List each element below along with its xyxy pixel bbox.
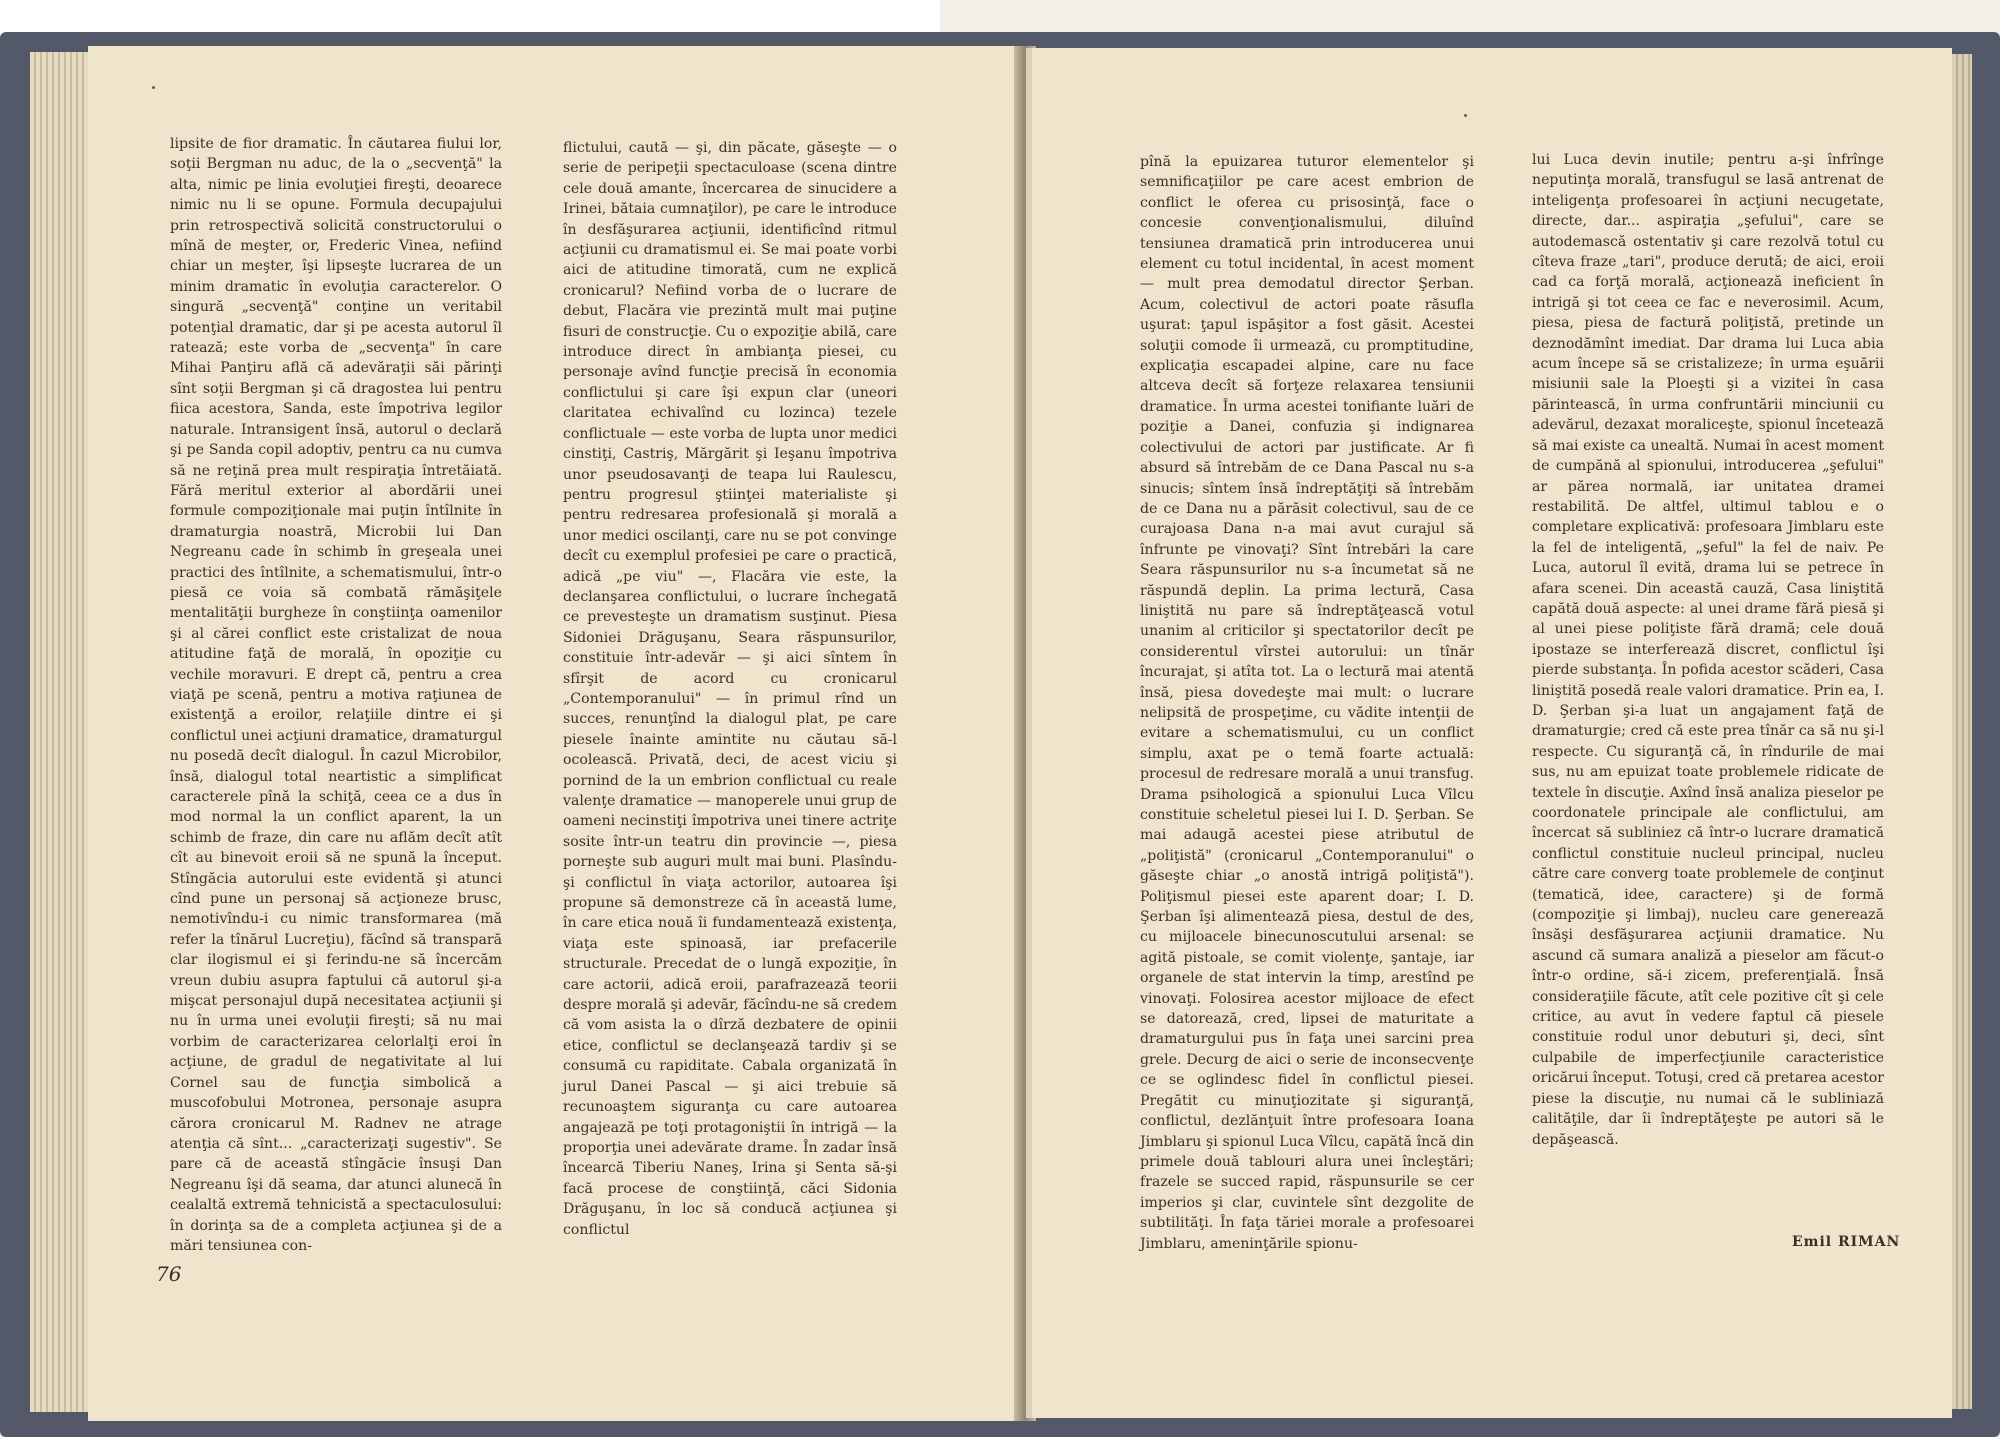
- left-page: [88, 46, 1033, 1421]
- paper-speck: [152, 86, 155, 89]
- left-page-edges: [30, 52, 88, 1412]
- right-page: [1026, 48, 1952, 1418]
- right-page-column-2: lui Luca devin inutile; pentru a-şi înfrînge neputinţa morală, transfugul se lasă antrenat de inteligenţa profesoarei în acţiuni necugetate, directe, dar... aspiraţia „şefului", care se autodemască ostentativ şi care rezolvă totul cu cîteva fraze „tari", produce derută; de aici, eroii cad ca forţă morală, acţionează ineficient în intrigă şi tot ceea ce fac e neverosimil. Acum, piesa, piesa de factură poliţistă, pretinde un deznodămînt imediat. Dar drama lui Luca abia acum începe să se cristalizeze; în urma eşuării misiunii sale la Ploeşti şi a vizitei în casa părintească, în urma confruntării minciunii cu adevărul, dezaxat moraliceşte, spionul încetează să mai existe ca unealtă. Numai în acest moment de cumpănă al spionului, introducerea „şefului" ar părea normală, iar unitatea dramei restabilită. De altfel, ultimul tablou e o completare explicativă: profesoara Jimblaru este la fel de inteligentă, „şeful" la fel de naiv. Pe Luca, autorul îl evită, drama lui se petrece în afara scenei. Din această cauză, Casa liniştită capătă două aspecte: al unei drame fără piesă şi al unei piese poliţiste fără dramă; cele două ipostaze se interferează discret, conflictul îşi pierde substanţa. În pofida acestor scăderi, Casa liniştită posedă reale valori dramatice. Prin ea, I. D. Şerban şi-a luat un angajament faţă de dramaturgie; cred că este prea tînăr ca să nu şi-l respecte. Cu siguranţă că, în rîndurile de mai sus, nu am epuizat toate problemele ridicate de textele în discuţie. Axînd însă analiza pieselor pe coordonatele principale ale conflictului, am încercat să subliniez că într-o lucrare dramatică conflictul constituie nucleul principal, nucleu către care converg toate problemele de conţinut (tematică, idee, caractere) şi de formă (compoziţie şi limbaj), nucleu care generează însăşi desfăşurarea acţiunii dramatice. Nu ascund că sumara analiză a pieselor am făcut-o într-o ordine, să-i zicem, preferenţială. Însă consideraţiile făcute, atît cele pozitive cît şi cele critice, au avut în vedere faptul că piesele constituie rodul unor debuturi şi, deci, sînt culpabile de imperfecţiunile caracteristice oricărui început. Totuşi, cred că pretarea acestor piese la discuţie, nu numai că le subliniază calităţile, dar îi îndreptăţeşte pe autori să le depăşească.: [1532, 152, 1884, 1148]
- author-byline: Emil RIMAN: [1792, 1234, 1901, 1250]
- right-page-column-1: pînă la epuizarea tuturor elementelor şi semnificaţiilor pe care acest embrion de conflict le oferea cu prisosinţă, face o concesie convenţionalismului, diluînd tensiunea dramatică prin introducerea unui element cu totul incidental, în acest moment — mult prea demodatul director Şerban. Acum, colectivul de actori poate răsufla uşurat: ţapul ispăşitor a fost găsit. Acestei soluţii comode îi urmează, cu promptitudine, explicaţia escapadei alpine, care nu face altceva decît să forţeze relaxarea tensiunii dramatice. În urma acestei tonifiante luări de poziţie a Danei, confuzia şi indignarea colectivului de actori par justificate. Ar fi absurd să întrebăm de ce Dana Pascal nu s-a sinucis; sîntem însă îndreptăţiţi să întrebăm de ce Dana nu a părăsit colectivul, sau de ce curajoasa Dana n-a mai avut curajul să înfrunte pe vinovaţi? Sînt întrebări la care Seara răspunsurilor nu s-a încumetat să ne răspundă deplin. La prima lectură, Casa liniştită nu pare să îndreptăţească votul unanim al criticilor şi spectatorilor decît pe considerentul vîrstei autorului: un tînăr încurajat, şi atîta tot. La o lectură mai atentă însă, piesa dovedeşte mai mult: o lucrare nelipsită de prospeţime, cu vădite intenţii de evitare a schematismului, cu un conflict simplu, axat pe o temă foarte actuală: procesul de redresare morală a unui transfug. Drama psihologică a spionului Luca Vîlcu constituie scheletul piesei lui I. D. Şerban. Se mai adaugă acestei piese atributul de „poliţistă" (cronicarul „Contemporanului" o găseşte chiar „o anostă intrigă poliţistă"). Poliţismul piesei este aparent doar; I. D. Şerban îşi alimentează piesa, destul de des, cu mijloacele binecunoscutului arsenal: se agită pistoale, se comit violenţe, şantaje, iar organele de stat intervin la timp, arestînd pe vinovaţi. Folosirea acestor mijloace de efect se datorează, cred, lipsei de maturitate a dramaturgului pus în faţa unei sarcini prea grele. Decurg de aici o serie de inconsecvenţe ce se oglindesc fidel în conflictul piesei. Pregătit cu minuţiozitate şi siguranţă, conflictul, dezlănţuit între profesoara Ioana Jimblaru şi spionul Luca Vîlcu, capătă încă din primele două tablouri alura unei încleştări; frazele se succed rapid, răspunsurile se cer imperios şi clar, cuvintele sînt dezgolite de subtilităţi. În faţa tăriei morale a profesoarei Jimblaru, ameninţările spionu-: [1140, 154, 1474, 1252]
- paper-speck: [1464, 114, 1467, 117]
- page-number: 76: [156, 1262, 182, 1286]
- left-page-column-1: lipsite de fior dramatic. În căutarea fiului lor, soţii Bergman nu aduc, de la o „secvenţă" la alta, nimic pe linia evoluţiei fireşti, deoarece nimic nu li se opune. Formula decupajului prin retrospectivă solicită constructorului o mînă de meşter, or, Frederic Vinea, nefiind chiar un meşter, îşi lipseşte lucrarea de un minim dramatic în evoluţia caracterelor. O singură „secvenţă" conţine un veritabil potenţial dramatic, dar şi pe acesta autorul îl ratează; este vorba de „secvenţa" în care Mihai Panţiru află că adevăraţii săi părinţi sînt soţii Bergman şi că dragostea lui pentru fiica acestora, Sanda, este împotriva legilor naturale. Intransigent însă, autorul o declară şi pe Sanda copil adoptiv, pentru ca nu cumva să ne reţină prea mult respiraţia întretăiată. Fără meritul exterior al abordării unei formule compoziţionale mai puţin întîlnite în dramaturgia noastră, Microbii lui Dan Negreanu cade în schimb în greşeala unei practici des întîlnite, a schematismului, într-o piesă ce voia să combată rămăşiţele mentalităţii burgheze în conştiinţa oamenilor şi al cărei conflict este cristalizat de noua atitudine faţă de morală, în opoziţie cu vechile moravuri. E drept că, pentru a crea viaţă pe scenă, pentru a motiva raţiunea de existenţă a eroilor, relaţiile dintre ei şi conflictul unei acţiuni dramatice, dramaturgul nu posedă decît dialogul. În cazul Microbilor, însă, dialogul total neartistic a simplificat caracterele pînă la schiţă, ceea ce a dus în mod normal la un conflict aparent, la un schimb de fraze, din care nu aflăm decît atît cît au binevoit eroii să ne spună la început. Stîngăcia autorului este evidentă şi atunci cînd pune un personaj să acţioneze brusc, nemotivîndu-i cu nimic transformarea (mă refer la tînărul Lucreţiu), făcînd să transpară clar ilogismul ei şi ferindu-ne să încercăm vreun dubiu asupra faptului că autorul şi-a mişcat personajul după necesitatea acţiunii şi nu în urma unei evoluţii fireşti; să nu mai vorbim de caracterizarea celorlalţi eroi în acţiune, de gradul de negativitate al lui Cornel sau de funcţia simbolică a muscofobului Motronea, personaje asupra cărora cronicarul M. Radnev ne atrage atenţia că sînt... „caracterizaţi sugestiv". Se pare că de această stîngăcie însuşi Dan Negreanu îşi dă seama, dar atunci alunecă în cealaltă extremă tehnicistă a spectaculosului: în dorinţa sa de a completa acţiunea şi de a mări tensiunea con-: [170, 136, 502, 1254]
- left-page-column-2: flictului, caută — şi, din păcate, găseşte — o serie de peripeţii spectaculoase (scena dintre cele două amante, încercarea de sinucidere a Irinei, bătaia cumnaţilor), pe care le introduce în desfăşurarea acţiunii, identificînd ritmul acţiunii cu dramatismul ei. Se mai poate vorbi aici de atitudine timorată, cum ne explică cronicarul? Nefiind vorba de o lucrare de debut, Flacăra vie prezintă mult mai puţine fisuri de construcţie. Cu o expoziţie abilă, care introduce direct în ambianţa piesei, cu personaje avînd funcţie precisă în economia conflictului şi care îşi expun clar (uneori claritatea echivalînd cu lozinca) tezele conflictuale — este vorba de lupta unor medici cinstiţi, Castriş, Mărgărit şi Ieşanu împotriva unor pseudosavanţi de teapa lui Raulescu, pentru progresul ştiinţei materialiste şi pentru redresarea profesională şi morală a unor medici oscilanţi, care nu se pot convinge decît cu exemplul profesiei pe care o practică, adică „pe viu" —, Flacăra vie este, la declanşarea conflictului, o lucrare închegată ce prevesteşte un dramatism susţinut. Piesa Sidoniei Drăguşanu, Seara răspunsurilor, constituie într-adevăr — şi aici sîntem în sfîrşit de acord cu cronicarul „Contemporanului" — în primul rînd un succes, renunţînd la dialogul plat, pe care piesele înainte amintite nu căutau să-l ocolească. Privată, deci, de acest viciu şi pornind de la un embrion conflictual cu reale valenţe dramatice — manoperele unui grup de oameni necinstiţi împotriva unei tinere actriţe sosite într-un teatru din provincie —, piesa porneşte sub auguri mult mai buni. Plasîndu-şi conflictul în viaţa actorilor, autoarea îşi propune să demonstreze că în această lume, în care etica nouă îi fundamentează existenţa, viaţa este spinoasă, iar prefacerile structurale. Precedat de o lungă expoziţie, în care actorii, adică eroii, parafrazează teorii despre morală şi adevăr, făcîndu-ne să credem că vom asista la o dîrză dezbatere de opinii etice, conflictul se declanşează tardiv şi se consumă cu rapiditate. Cabala organizată în jurul Danei Pascal — şi aici trebuie să recunoaştem siguranţa cu care autoarea angajează pe toţi protagoniştii în intrigă — la proporţia unei adevărate drame. În zadar însă încearcă Tiberiu Naneş, Irina şi Senta să-şi facă procese de conştiinţă, căci Sidonia Drăguşanu, în loc să conducă acţiunea şi conflictul: [563, 140, 898, 1238]
- scanner-bed: [0, 0, 940, 34]
